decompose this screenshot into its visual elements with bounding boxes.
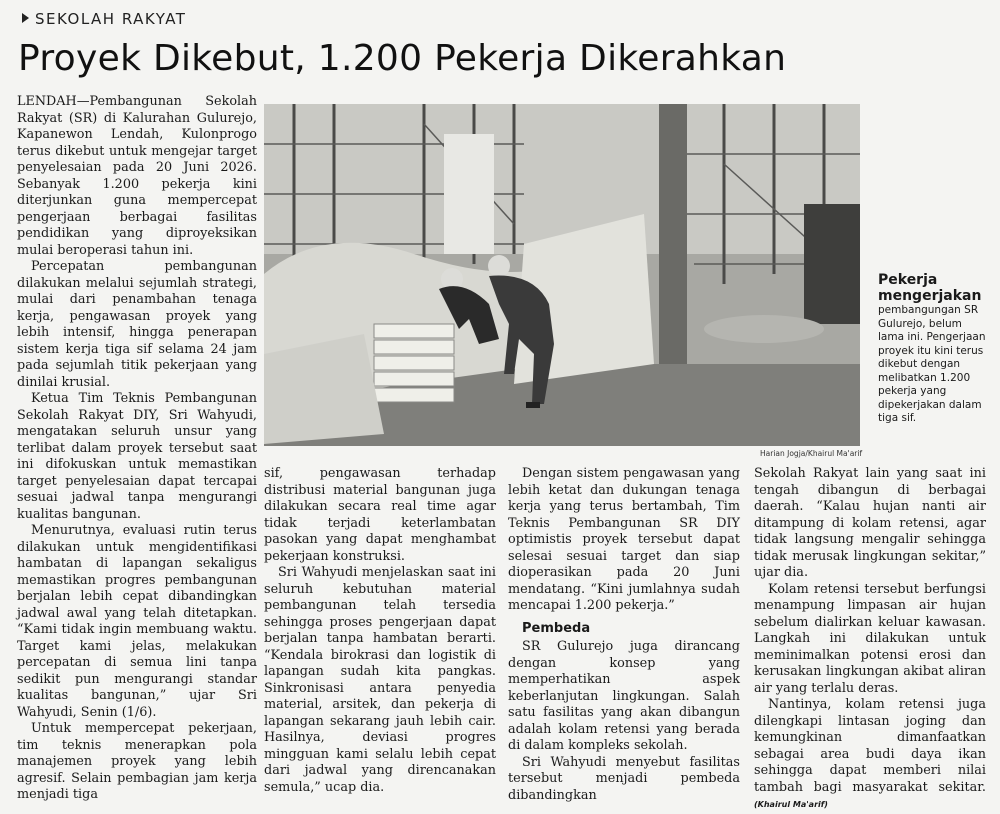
article-column-1 bbox=[17, 94, 257, 802]
paragraph: Untuk mempercepat pekerjaan, tim teknis menerapkan pola manajemen proyek yang lebih agresif. Selain pembagian jam kerja menjadi tiga bbox=[17, 721, 257, 802]
paragraph: sif, pengawasan terhadap distribusi material bangunan juga dilakukan secara real time agar tidak terjadi keterlambatan pasokan yang dapat menghambat pekerjaan konstruksi. bbox=[264, 466, 496, 564]
article-column-2 bbox=[264, 466, 496, 795]
paragraph: Sri Wahyudi menyebut fasilitas tersebut menjadi pembeda dibandingkan bbox=[508, 754, 740, 803]
paragraph: Sekolah Rakyat lain yang saat ini tengah dibangun di berbagai daerah. “Kalau hujan nanti air ditampung di kolam retensi, agar tidak langsung mengalir sehingga tidak merusak lingkungan sekitar,” ujar dia. bbox=[754, 466, 986, 580]
article-photo bbox=[264, 104, 860, 446]
byline: (Khairul Ma'arif) bbox=[754, 800, 828, 809]
paragraph: Kolam retensi tersebut berfungsi menampung limpasan air hujan sebelum dialirkan keluar kawasan. Langkah ini dilakukan untuk meminimalkan potensi erosi dan kerusakan lingkungan akibat aliran air yang terlalu deras. bbox=[754, 581, 986, 696]
paragraph: Sri Wahyudi menjelaskan saat ini seluruh kebutuhan material pembangunan telah tersedia sehingga proses pengerjaan dapat berjalan tanpa hambatan berarti. “Kendala birokrasi dan logistik di lapangan sudah kita pangkas. Sinkronisasi antara penyedia material, arsitek, dan pekerja di lapangan sekarang jauh lebih cair. Hasilnya, deviasi progres mingguan kami selalu lebih cepat dari jadwal yang direncanakan semula,” ucap dia. bbox=[264, 565, 496, 795]
article-column-4 bbox=[754, 466, 986, 809]
paragraph: Ketua Tim Teknis Pembangunan Sekolah Rakyat DIY, Sri Wahyudi, mengatakan seluruh unsur yang terlibat dalam proyek tersebut saat ini difokuskan untuk memastikan target penyelesaian dapat tercapai sesuai jadwal tanpa mengurangi kualitas bangunan. bbox=[17, 391, 257, 522]
paragraph: LENDAH—Pembangunan Sekolah Rakyat (SR) di Kalurahan Gulurejo, Kapanewon Lendah, Kulonprogo terus dikebut untuk mengejar target penyelesaian pada 20 Juni 2026. Sebanyak 1.200 pekerja kini diterjunkan guna mempercepat pengerjaan berbagai fasilitas pendidikan yang diproyeksikan mulai beroperasi tahun ini. bbox=[17, 94, 257, 258]
paragraph: Percepatan pembangunan dilakukan melalui sejumlah strategi, mulai dari penambahan tenaga kerja, pengawasan proyek yang lebih intensif, hingga penerapan sistem kerja tiga sif selama 24 jam pada sejumlah titik pekerjaan yang dinilai krusial. bbox=[17, 259, 257, 390]
caption-title: Pekerja mengerjakan bbox=[878, 272, 982, 304]
paragraph: Menurutnya, evaluasi rutin terus dilakukan untuk mengidentifikasi hambatan di lapangan sekaligus memastikan progres pembangunan berjalan lebih cepat dibandingkan jadwal awal yang telah ditetapkan. “Kami tidak ingin membuang waktu. Target kami jelas, melakukan percepatan di semua lini tanpa sedikit pun mengurangi standar kualitas bangunan,” ujar Sri Wahyudi, Senin (1/6). bbox=[17, 523, 257, 720]
subheading: Pembeda bbox=[522, 620, 591, 636]
rubric-label: SEKOLAH RAKYAT bbox=[35, 10, 187, 28]
photo-credit: Harian Jogja/Khairul Ma'arif bbox=[760, 449, 863, 458]
section-rubric bbox=[22, 10, 186, 28]
photo-caption bbox=[878, 272, 990, 426]
article-column-3 bbox=[508, 466, 740, 803]
caption-body: pembangungan SR Gulurejo, belum lama ini. Pengerjaan proyek itu kini terus dikebut dengan melibatkan 1.200 pekerja yang dipekerjakan dalam tiga sif. bbox=[878, 304, 986, 424]
paragraph bbox=[754, 697, 986, 814]
triangle-marker-icon bbox=[22, 13, 29, 23]
construction-photo-illustration bbox=[264, 104, 860, 446]
paragraph: Dengan sistem pengawasan yang lebih ketat dan dukungan tenaga kerja yang terus bertambah, Tim Teknis Pembangunan SR DIY optimistis proyek tersebut dapat selesai sesuai target dan siap dioperasikan pada 20 Juni mendatang. “Kini jumlahnya sudah mencapai 1.200 pekerja.” bbox=[508, 466, 740, 613]
paragraph-text: Nantinya, kolam retensi juga dilengkapi lintasan joging dan kemungkinan dimanfaatkan sebagai area budi daya ikan sehingga dapat memberi nilai tambah bagi masyarakat sekitar. bbox=[754, 697, 986, 795]
paragraph: SR Gulurejo juga dirancang dengan konsep yang memperhatikan aspek keberlanjutan lingkungan. Salah satu fasilitas yang akan dibangun adalah kolam retensi yang berada di dalam kompleks sekolah. bbox=[508, 639, 740, 753]
headline: Proyek Dikebut, 1.200 Pekerja Dikerahkan bbox=[18, 38, 787, 79]
